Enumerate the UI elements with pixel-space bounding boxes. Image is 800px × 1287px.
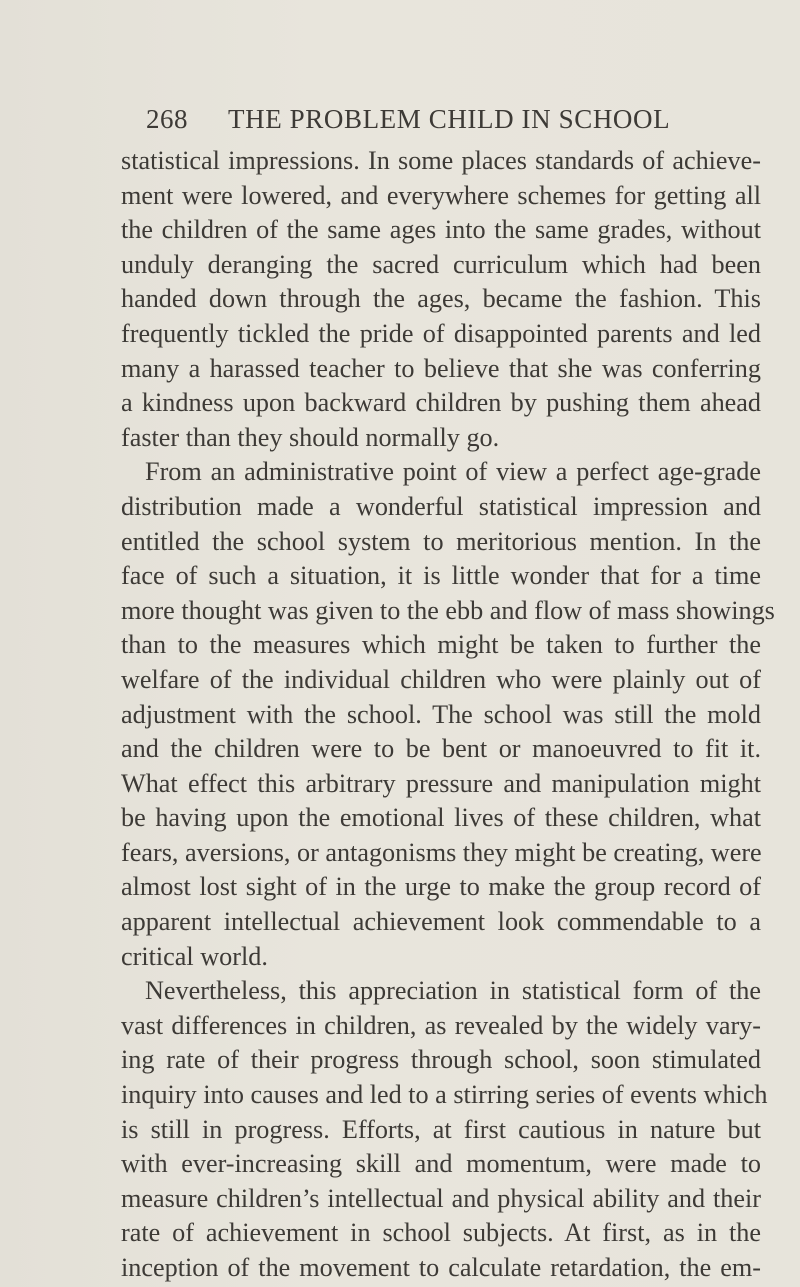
text-line: a kindness upon backward children by pushing them ahead bbox=[121, 388, 761, 418]
text-line: almost lost sight of in the urge to make the group record of bbox=[121, 872, 761, 902]
text-line: more thought was given to the ebb and flow of mass showings bbox=[121, 595, 775, 625]
text-line: inquiry into causes and led to a stirring series of events which bbox=[121, 1080, 768, 1110]
text-line: face of such a situation, it is little wonder that for a time bbox=[121, 561, 761, 591]
text-line: distribution made a wonderful statistical impression and bbox=[121, 491, 761, 521]
text-line: welfare of the individual children who were plainly out of bbox=[121, 664, 761, 694]
text-line: statistical impressions. In some places standards of achieve- bbox=[121, 146, 761, 175]
text-line: entitled the school system to meritorious mention. In the bbox=[121, 526, 761, 556]
text-line: inception of the movement to calculate retardation, the em- bbox=[121, 1253, 761, 1282]
text-line: apparent intellectual achievement look commendable to a bbox=[121, 907, 761, 937]
text-line: be having upon the emotional lives of these children, what bbox=[121, 803, 761, 833]
page-number: 268 bbox=[146, 104, 188, 134]
text-line: frequently tickled the pride of disappointed parents and led bbox=[121, 318, 761, 348]
text-line: and the children were to be bent or manoeuvred to fit it. bbox=[121, 734, 761, 764]
text-line: the children of the same ages into the same grades, without bbox=[121, 215, 761, 245]
text-line: critical world. bbox=[121, 941, 268, 971]
running-title: THE PROBLEM CHILD IN SCHOOL bbox=[228, 104, 671, 134]
text-line: From an administrative point of view a perfect age-grade bbox=[145, 457, 761, 487]
running-head bbox=[146, 104, 776, 144]
text-line: measure children’s intellectual and physical ability and their bbox=[121, 1183, 761, 1213]
text-line: rate of achievement in school subjects. At first, as in the bbox=[121, 1218, 761, 1248]
text-line: with ever-increasing skill and momentum, were made to bbox=[121, 1149, 761, 1179]
text-line: adjustment with the school. The school was still the mold bbox=[121, 699, 761, 729]
text-line: than to the measures which might be taken to further the bbox=[121, 630, 761, 660]
text-line: ment were lowered, and everywhere schemes for getting all bbox=[121, 180, 761, 210]
text-line: ing rate of their progress through school, soon stimulated bbox=[121, 1045, 761, 1075]
text-line: fears, aversions, or antagonisms they might be creating, were bbox=[121, 837, 762, 867]
text-line: Nevertheless, this appreciation in statistical form of the bbox=[145, 976, 761, 1006]
text-line: handed down through the ages, became the fashion. This bbox=[121, 284, 761, 314]
body-text bbox=[121, 144, 775, 1286]
text-line: is still in progress. Efforts, at first cautious in nature but bbox=[121, 1114, 761, 1144]
text-line: many a harassed teacher to believe that she was conferring bbox=[121, 353, 761, 383]
text-line: unduly deranging the sacred curriculum which had been bbox=[121, 249, 761, 279]
text-line: faster than they should normally go. bbox=[121, 422, 500, 452]
text-line: What effect this arbitrary pressure and manipulation might bbox=[121, 768, 761, 798]
text-line: vast differences in children, as revealed by the widely vary- bbox=[121, 1010, 761, 1040]
